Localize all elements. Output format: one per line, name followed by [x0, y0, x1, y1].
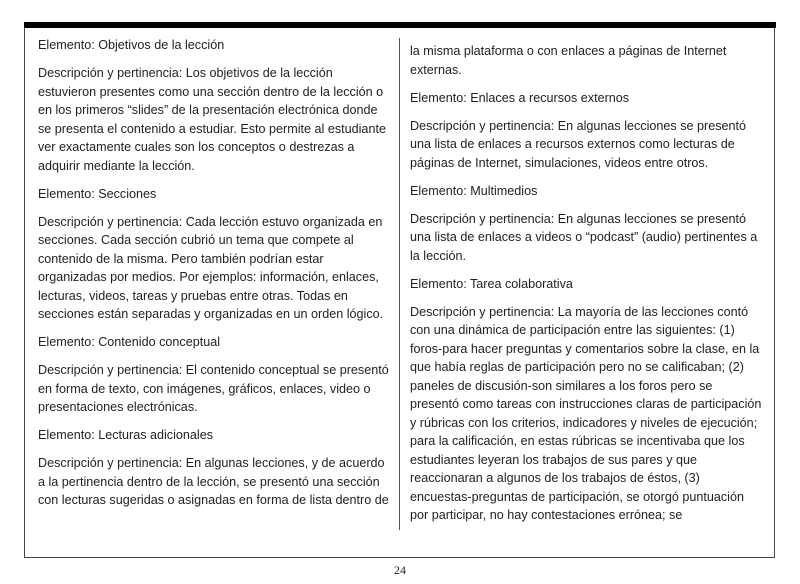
- left-column: [38, 36, 390, 519]
- paragraph-enlaces: Descripción y pertinencia: En algunas lecciones se presentó una lista de enlaces a recursos externos como lecturas de páginas de Internet, simulaciones, videos entre otros.: [410, 118, 747, 170]
- paragraph-objetivos: Descripción y pertinencia: Los objetivos de la lección estuvieron presentes como una sección dentro de la lección o en los primeros “slides” de la presentación electrónica donde se presenta el contenido a estudiar. Esto permite al estudiante ver exactamente cuales son los conceptos o destrezas a adquirir mediante la lección.: [38, 66, 386, 173]
- column-divider: [399, 38, 400, 530]
- paragraph-tarea: Descripción y pertinencia: La mayoría de las lecciones contó con una dinámica de participación entre las siguientes: (1) foros-para hacer preguntas y comentarios sobre la clase, en la que había reglas de participación pero no se calificaban; (2) paneles de discusión-son similares a los foros pero se presentó como tareas con instrucciones claras de participación y rúbricas con los criterios, indicadores y niveles de ejecución; para la calificación, en estas rúbricas se incentivaba que los estudiantes leyeran los trabajos de sus pares y que reaccionaran a algunos de los trabajos de éstos, (3) encuestas-preguntas de participación, se otorgó puntuación por participar, no hay contestaciones errónea; se: [410, 304, 762, 522]
- element-heading-tarea: Elemento: Tarea colaborativa: [410, 276, 573, 291]
- right-column: [410, 42, 764, 534]
- element-heading-secciones: Elemento: Secciones: [38, 186, 157, 201]
- element-heading-multimedios: Elemento: Multimedios: [410, 183, 538, 198]
- paragraph-lecturas-continued: la misma plataforma o con enlaces a páginas de Internet externas.: [410, 44, 727, 77]
- element-heading-enlaces: Elemento: Enlaces a recursos externos: [410, 90, 630, 105]
- element-heading-contenido: Elemento: Contenido conceptual: [38, 335, 221, 349]
- paragraph-secciones: Descripción y pertinencia: Cada lección estuvo organizada en secciones. Cada sección cubrió un tema que compete al contenido de la misma. Pero también podrían estar organizadas por medios. Por ejemplos: información, enlaces, lecturas, videos, tareas y pruebas entre otras. Todas en secciones están separadas y organizadas en un orden lógico.: [38, 214, 384, 321]
- paragraph-lecturas: Descripción y pertinencia: En algunas lecciones, y de acuerdo a la pertinencia dentro de la lección, se presentó una sección con lecturas sugeridas o asignadas en forma de lista dentro de: [38, 456, 389, 507]
- paragraph-multimedios: Descripción y pertinencia: En algunas lecciones se presentó una lista de enlaces a videos o “podcast” (audio) pertinentes a la lección.: [410, 211, 758, 263]
- paragraph-contenido: Descripción y pertinencia: El contenido conceptual se presentó en forma de texto, con imágenes, gráficos, enlaces, video o presentaciones electrónicas.: [38, 363, 389, 414]
- element-heading-lecturas: Elemento: Lecturas adicionales: [38, 428, 214, 442]
- page-number: 24: [394, 563, 406, 577]
- element-heading-objetivos: Elemento: Objetivos de la lección: [38, 38, 225, 52]
